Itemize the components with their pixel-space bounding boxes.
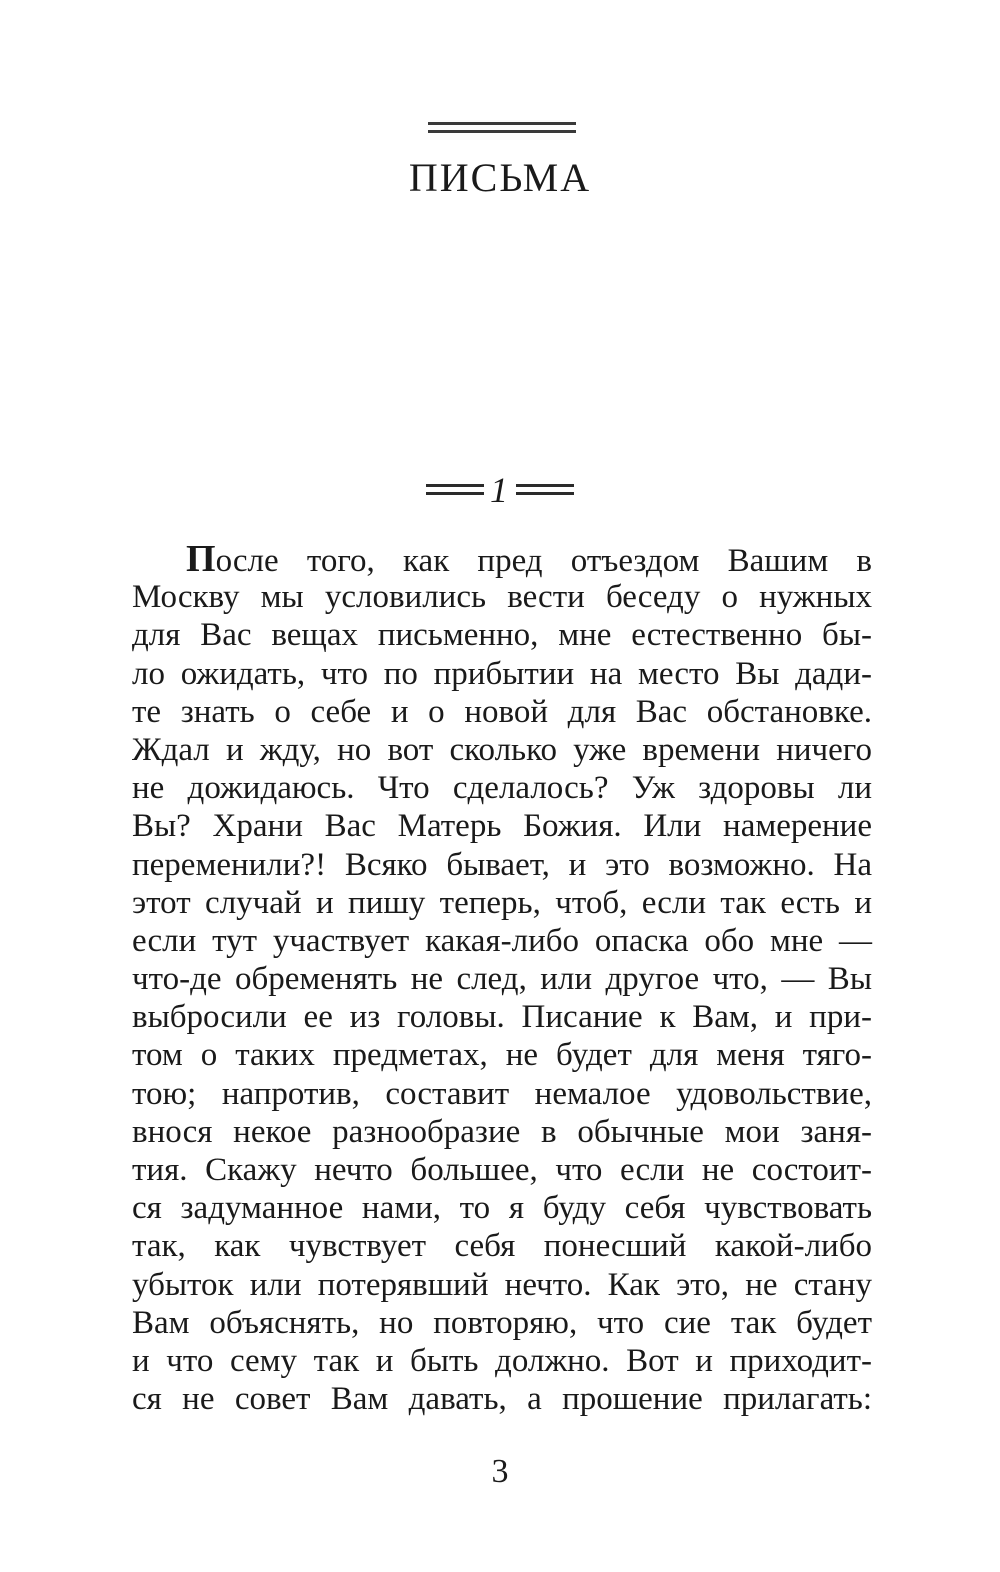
- text-line: Вы? Храни Вас Матерь Божия. Или намерение: [132, 808, 872, 845]
- section-title: ПИСЬМА: [408, 155, 592, 200]
- initial-letter: П: [186, 538, 216, 580]
- marker-left-dash: [426, 474, 484, 486]
- text-line: и что сему так и быть должно. Вот и приходит-: [132, 1342, 872, 1379]
- page-number: 3: [491, 1453, 509, 1490]
- letter-number-marker: [420, 470, 580, 510]
- text-line: Вам объяснять, но повторяю, что сие так будет: [132, 1304, 872, 1341]
- text-line: тия. Скажу нечто большее, что если не состоит-: [132, 1152, 872, 1188]
- text-line: что-де обременять не след, или другое что, — Вы: [132, 961, 872, 998]
- text-line: этот случай и пишу теперь, чтоб, если так есть и: [132, 884, 872, 921]
- text-line: так, как чувствует себя понесший какой-либо: [132, 1228, 872, 1265]
- text-line: После того, как пред отъездом Вашим в: [186, 538, 872, 580]
- rule-line-bottom: [428, 130, 576, 133]
- marker-right-dash: [516, 474, 574, 486]
- text-line: том о таких предметах, не будет для меня тяго-: [132, 1037, 872, 1074]
- text-line: если тут участвует какая-либо опаска обо мне —: [132, 922, 872, 959]
- text-line: тою; напротив, составит немалое удовольствие,: [132, 1075, 872, 1112]
- text-line: для Вас вещах письменно, мне естественно бы-: [132, 617, 872, 654]
- text-line: те знать о себе и о новой для Вас обстановке.: [132, 693, 872, 730]
- text-line: убыток или потерявший нечто. Как это, не стану: [132, 1266, 872, 1303]
- rule-line-top: [428, 122, 576, 125]
- text-line: выбросили ее из головы. Писание к Вам, и при-: [132, 999, 872, 1036]
- title-double-rule: [428, 122, 576, 134]
- text-line: не дожидаюсь. Что сделалось? Уж здоровы ли: [132, 770, 872, 807]
- text-line: ся не совет Вам давать, а прошение прилагать:: [132, 1381, 872, 1418]
- text-line: ло ожидать, что по прибытии на место Вы дади-: [132, 655, 872, 692]
- letter-body: [132, 540, 872, 1418]
- text-line: ся задуманное нами, то я буду себя чувствовать: [132, 1190, 872, 1227]
- letter-number: 1: [490, 470, 508, 510]
- text-line: Ждал и жду, но вот сколько уже времени ничего: [132, 731, 872, 768]
- text-line: внося некое разнообразие в обычные мои заня-: [132, 1113, 872, 1150]
- text-line: переменили?! Всяко бывает, и это возможно. На: [132, 846, 872, 883]
- text-line: Москву мы условились вести беседу о нужных: [132, 579, 872, 616]
